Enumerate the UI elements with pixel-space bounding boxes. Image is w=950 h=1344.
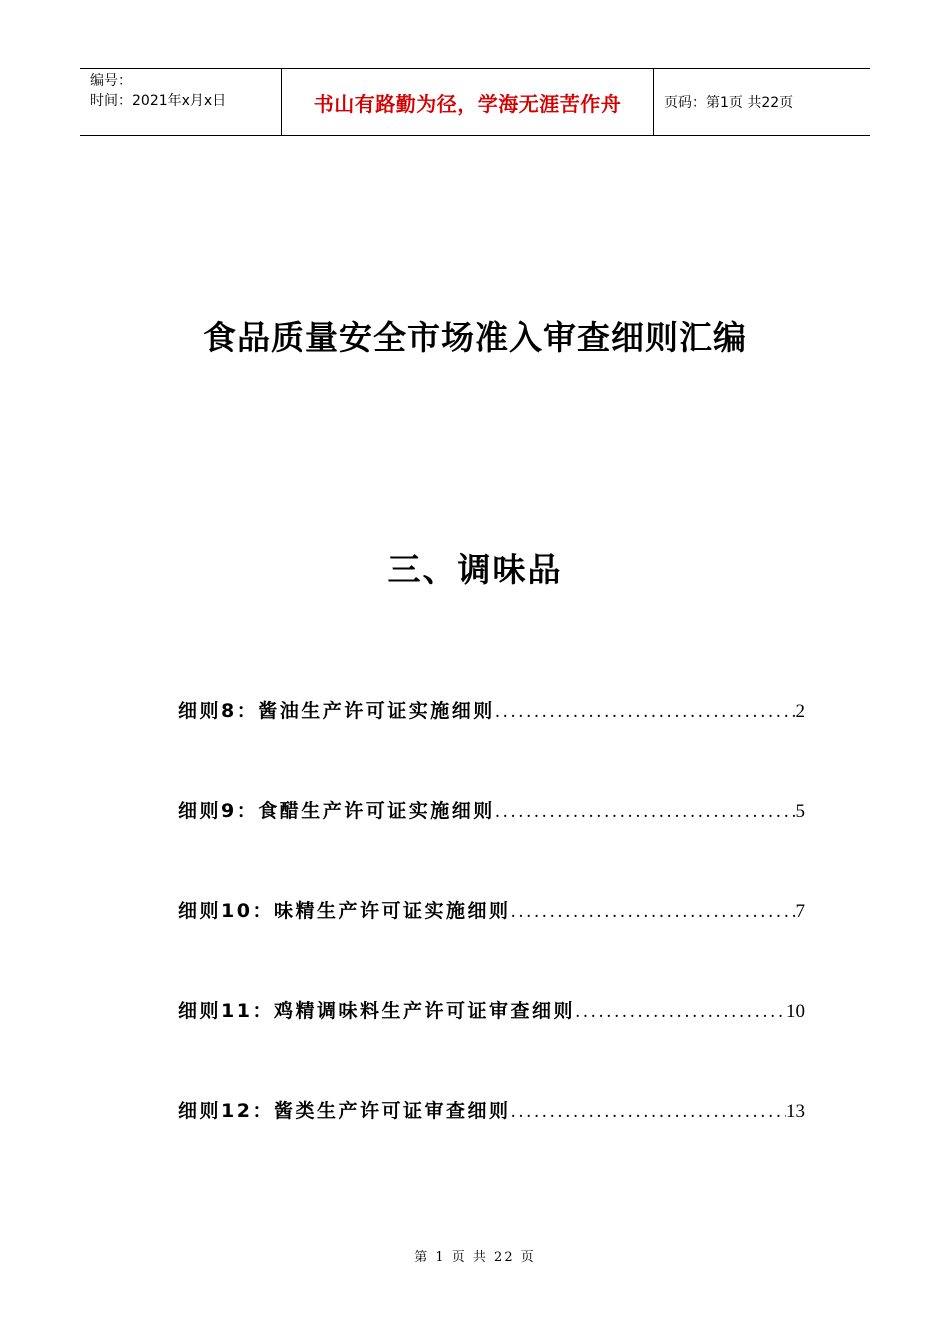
toc-entry-page: 5 (795, 801, 805, 822)
toc-entry-page: 7 (795, 901, 805, 922)
page-footer: 第 1 页 共 22 页 (414, 1250, 536, 1265)
toc-leader-dots (510, 1102, 786, 1122)
header-motto: 书山有路勤为径，学海无涯苦作舟 (282, 69, 654, 135)
toc-entry-label: 细则10：味精生产许可证实施细则 (178, 900, 511, 922)
toc-entry-page: 2 (795, 701, 805, 722)
header-meta-cell (80, 69, 282, 135)
toc-entry-page: 10 (786, 1001, 805, 1022)
page-header (80, 68, 870, 136)
table-of-contents (178, 696, 805, 1196)
toc-entry-label: 细则12：酱类生产许可证审查细则 (178, 1100, 511, 1122)
toc-entry-page: 13 (786, 1101, 805, 1122)
toc-entry[interactable] (178, 696, 805, 796)
toc-entry[interactable] (178, 1096, 805, 1196)
toc-entry-label: 细则11：鸡精调味料生产许可证审查细则 (178, 1000, 575, 1022)
toc-entry[interactable] (178, 796, 805, 896)
toc-entry[interactable] (178, 896, 805, 996)
toc-entry[interactable] (178, 996, 805, 1096)
toc-leader-dots (495, 802, 796, 822)
toc-entry-label: 细则8：酱油生产许可证实施细则 (178, 700, 495, 722)
header-number-label: 编号： (90, 73, 132, 89)
section-title: 三、调味品 (387, 550, 563, 589)
toc-leader-dots (575, 1002, 786, 1022)
toc-leader-dots (510, 902, 795, 922)
header-page-info: 页码：第1页 共22页 (664, 95, 794, 111)
header-date-label: 时间：2021年x月x日 (90, 93, 227, 109)
toc-entry-label: 细则9：食醋生产许可证实施细则 (178, 800, 495, 822)
toc-leader-dots (495, 702, 796, 722)
document-title: 食品质量安全市场准入审查细则汇编 (203, 318, 747, 357)
